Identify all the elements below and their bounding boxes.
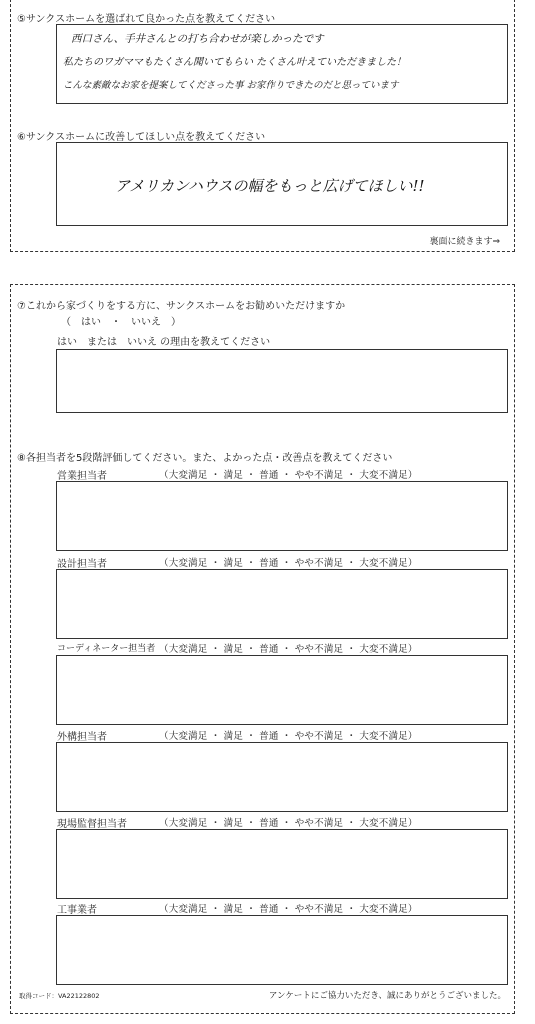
sales-comment-box (56, 481, 508, 551)
role-coordinator: コーディネーター担当者 (57, 644, 156, 654)
coordinator-comment-box (56, 655, 508, 725)
q7-options: （ はい ・ いいえ ） (61, 317, 181, 328)
q5-label: ⑤サンクスホームを選ばれて良かった点を教えてください (17, 14, 276, 25)
q5-answer-line-2: 私たちのワガママもたくさん聞いてもらい たくさん叶えていただきました！ (63, 57, 407, 68)
q8-label: ⑧各担当者を5段階評価してください。また、よかった点・改善点を教えてください (17, 453, 393, 464)
design-comment-box (56, 569, 508, 639)
continue-note: 裏面に続きます⇒ (429, 237, 500, 247)
contractor-comment-box (56, 915, 508, 985)
q6-answer-text: アメリカンハウスの幅をもっと広げてほしい!! (115, 177, 425, 195)
rating-scale-exterior: （大変満足 ・ 満足 ・ 普通 ・ やや不満足 ・ 大変不満足） (159, 731, 418, 742)
site-supervisor-comment-box (56, 829, 508, 899)
q7-answer-box (56, 349, 508, 413)
survey-code: 取得コード：VA22122802 (19, 992, 100, 1000)
exterior-comment-box (56, 742, 508, 812)
survey-sheet-front (10, 0, 515, 252)
role-sales: 営業担当者 (57, 471, 107, 482)
role-site-supervisor: 現場監督担当者 (57, 819, 127, 830)
role-contractor: 工事業者 (57, 905, 97, 916)
q6-answer-box (56, 142, 508, 226)
rating-scale-contractor: （大変満足 ・ 満足 ・ 普通 ・ やや不満足 ・ 大変不満足） (159, 904, 418, 915)
q6-label: ⑥サンクスホームに改善してほしい点を教えてください (17, 132, 266, 143)
survey-sheet-back (10, 284, 515, 1014)
rating-scale-site-supervisor: （大変満足 ・ 満足 ・ 普通 ・ やや不満足 ・ 大変不満足） (159, 818, 418, 829)
rating-scale-sales: （大変満足 ・ 満足 ・ 普通 ・ やや不満足 ・ 大変不満足） (159, 470, 418, 481)
thanks-message: アンケートにご協力いただき、誠にありがとうございました。 (268, 991, 506, 1001)
rating-scale-coordinator: （大変満足 ・ 満足 ・ 普通 ・ やや不満足 ・ 大変不満足） (159, 644, 418, 655)
q5-answer-line-1: 西口さん、手井さんとの打ち合わせが楽しかったです (71, 33, 324, 45)
rating-scale-design: （大変満足 ・ 満足 ・ 普通 ・ やや不満足 ・ 大変不満足） (159, 558, 418, 569)
q7-reason-label: はい または いいえ の理由を教えてください (57, 337, 271, 348)
q5-answer-line-3: こんな素敵なお家を提案してくださった事 お家作りできたのだと思っています (63, 80, 399, 91)
q7-label: ⑦これから家づくりをする方に、サンクスホームをお勧めいただけますか (17, 301, 346, 312)
role-design: 設計担当者 (57, 559, 107, 570)
q5-answer-box (56, 24, 508, 104)
role-exterior: 外構担当者 (57, 732, 107, 743)
